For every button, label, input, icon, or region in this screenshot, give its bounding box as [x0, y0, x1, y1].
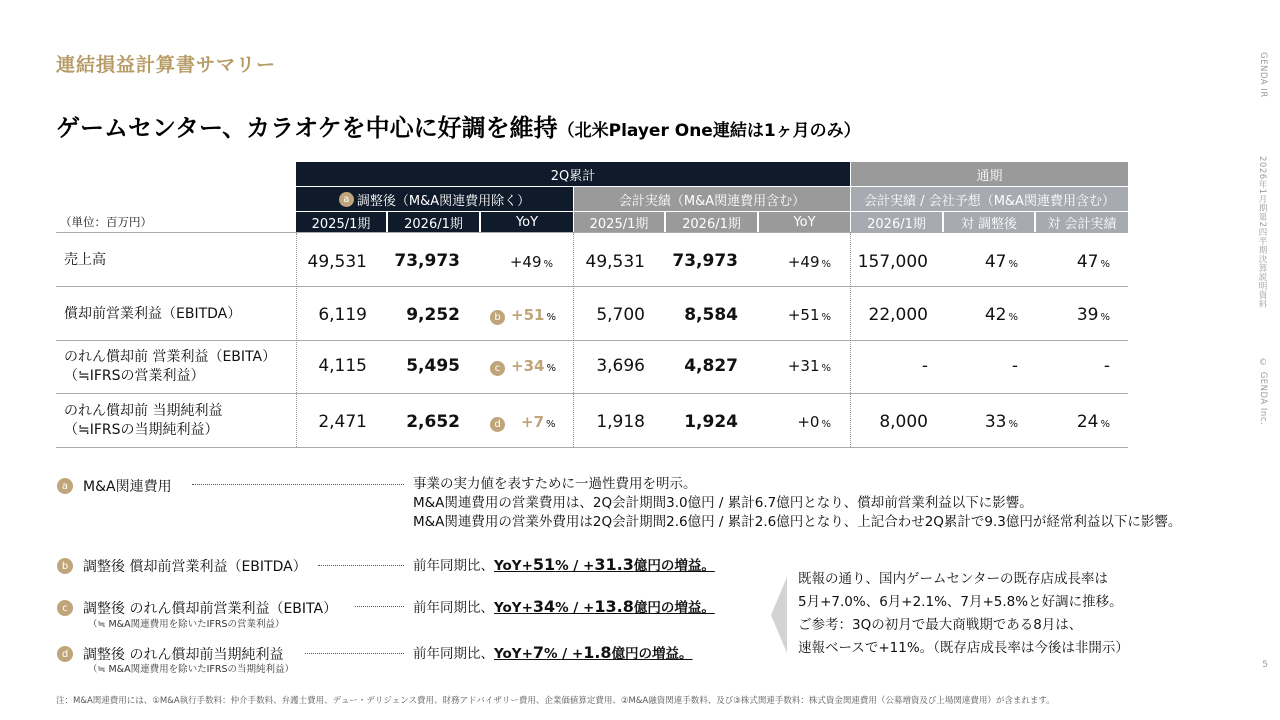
leader-line — [305, 653, 404, 654]
cell-ni-act-yoy: +0 % — [797, 413, 831, 431]
col-vs-adjusted: 対 調整後 — [944, 212, 1035, 232]
cell-ebita-adj-2026: 5,495 — [406, 356, 460, 376]
cell-ni-adj-yoy: d +7 % — [490, 412, 553, 432]
badge-c: c — [490, 361, 505, 376]
row-label-ebitda: 償却前営業利益（EBITDA） — [64, 306, 242, 322]
note-c-label: c 調整後 のれん償却前営業利益（EBITA） — [57, 598, 337, 618]
cell-revenue-adj-2026: 73,973 — [394, 251, 460, 271]
cell-ebita-vs-adj: - — [1011, 356, 1018, 376]
cell-ebitda-act-2026: 8,584 — [684, 305, 738, 325]
badge-a: a — [57, 478, 73, 494]
cell-revenue-adj-2025: 49,531 — [307, 252, 367, 272]
footnote: 注：M&A関連費用には、①M&A執行手数料：仲介手数料、弁護士費用、デュー・デリジェンス費用、財務アドバイザリー費用、企業価値算定費用、②M&A融資関連手数料、及び③株式関連手数料：株式資金関連費用（公募増資及び上場関連費用）が含まれます。 — [56, 696, 1055, 706]
left-arrow-icon — [771, 577, 787, 653]
table-row-divider — [56, 447, 1128, 448]
col-adj-yoy: YoY — [481, 212, 573, 232]
header-actual: 会計実績（M&A関連費用含む） — [574, 187, 850, 211]
headline-note: （北米Player One連結は1ヶ月のみ） — [557, 121, 861, 141]
page-number: 5 — [1262, 660, 1268, 670]
row-label-net-income: のれん償却前 当期純利益 （≒IFRSの当期純利益） — [64, 403, 223, 438]
col-act-2025: 2025/1期 — [574, 212, 665, 232]
table-row-divider — [56, 393, 1128, 394]
row-label-revenue: 売上高 — [64, 252, 106, 268]
table-row-divider — [56, 340, 1128, 341]
note-b-label: b 調整後 償却前営業利益（EBITDA） — [57, 556, 307, 576]
col-adj-2025: 2025/1期 — [296, 212, 387, 232]
note-b-description: 前年同期比、YoY+51% / +31.3億円の増益。 — [413, 555, 715, 574]
side-brand-label: GENDA IR — [1258, 52, 1268, 98]
cell-revenue-adj-yoy: +49 % — [509, 253, 553, 271]
col-act-yoy: YoY — [759, 212, 850, 232]
section-title: 連結損益計算書サマリー — [56, 54, 277, 76]
growth-commentary: 既報の通り、国内ゲームセンターの既存店成長率は 5月+7.0%、6月+2.1%、7月+5.8%と好調に推移。 ご参考：3Qの初月で最大商戦期である8月は、 速報ベースで+11%。（既存店成長率は今後は非開示） — [798, 571, 1129, 656]
unit-label: （単位：百万円） — [60, 215, 152, 229]
row-label-ebita: のれん償却前 営業利益（EBITA） （≒IFRSの営業利益） — [64, 349, 277, 384]
cell-revenue-vs-act: 47 % — [1076, 252, 1110, 272]
header-full-year-group: 通期 — [851, 162, 1128, 186]
cell-ni-act-2026: 1,924 — [684, 412, 738, 432]
cell-ni-forecast: 8,000 — [879, 412, 928, 432]
badge-c: c — [57, 600, 73, 616]
cell-ni-vs-adj: 33 % — [984, 412, 1018, 432]
headline-main: ゲームセンター、カラオケを中心に好調を維持 — [56, 114, 558, 142]
cell-ebitda-vs-adj: 42 % — [984, 305, 1018, 325]
cell-ebitda-act-2025: 5,700 — [596, 305, 645, 325]
cell-ebitda-vs-act: 39 % — [1076, 305, 1110, 325]
badge-a: a — [339, 192, 354, 207]
cell-ebitda-adj-yoy: b +51 % — [490, 305, 553, 325]
note-d-label: d 調整後 のれん償却前当期純利益 — [57, 644, 283, 664]
cell-ebita-forecast: - — [921, 356, 928, 376]
page-headline — [56, 108, 861, 143]
note-c-description: 前年同期比、YoY+34% / +13.8億円の増益。 — [413, 597, 715, 616]
side-doc-label: 2026年1月期第2四半期決算説明資料 — [1257, 156, 1267, 309]
cell-ebita-adj-2025: 4,115 — [318, 356, 367, 376]
col-fc-2026: 2026/1期 — [851, 212, 943, 232]
col-vs-actual: 対 会計実績 — [1036, 212, 1128, 232]
leader-line — [355, 606, 404, 607]
note-a-label: a M&A関連費用 — [57, 476, 172, 496]
cell-ni-vs-act: 24 % — [1076, 412, 1110, 432]
cell-revenue-vs-adj: 47 % — [984, 252, 1018, 272]
cell-revenue-act-2025: 49,531 — [585, 252, 645, 272]
badge-d: d — [57, 646, 73, 662]
cell-revenue-forecast: 157,000 — [857, 252, 928, 272]
badge-b: b — [490, 310, 505, 325]
header-adjusted-label: 調整後（M&A関連費用除く） — [356, 193, 531, 209]
side-copyright-label: © GENDA Inc. — [1258, 358, 1268, 426]
cell-ebitda-forecast: 22,000 — [868, 305, 928, 325]
cell-revenue-act-2026: 73,973 — [672, 251, 738, 271]
badge-d: d — [490, 417, 505, 432]
note-a-description: 事業の実力値を表すために一過性費用を明示。 M&A関連費用の営業費用は、2Q会計期間3.0億円 / 累計6.7億円となり、償却前営業利益以下に影響。 M&A関連費用の営業外費用は2Q会計期間2.6億円 / 累計2.6億円となり、上記合わせ2Q累計で9.3億円が経常利益以下に影響。 — [413, 476, 1182, 530]
cell-ni-adj-2025: 2,471 — [318, 412, 367, 432]
cell-ebitda-adj-2026: 9,252 — [406, 305, 460, 325]
header-forecast: 会計実績 / 会社予想（M&A関連費用含む） — [851, 187, 1128, 211]
note-d-description: 前年同期比、YoY+7% / +1.8億円の増益。 — [413, 643, 693, 662]
badge-b: b — [57, 558, 73, 574]
note-d-subnote: （≒ M&A関連費用を除いたIFRSの当期純利益） — [88, 664, 294, 675]
leader-line — [192, 484, 404, 485]
header-adjusted — [296, 187, 573, 211]
cell-ebita-act-2026: 4,827 — [684, 356, 738, 376]
cell-ni-adj-2026: 2,652 — [406, 412, 460, 432]
note-c-subnote: （≒ M&A関連費用を除いたIFRSの営業利益） — [88, 619, 285, 630]
cell-revenue-act-yoy: +49 % — [787, 253, 831, 271]
leader-line — [318, 565, 404, 566]
cell-ebitda-adj-2025: 6,119 — [318, 305, 367, 325]
table-row-divider — [56, 232, 1128, 233]
cell-ebita-act-yoy: +31 % — [787, 357, 831, 375]
cell-ebitda-act-yoy: +51 % — [787, 306, 831, 324]
column-separator — [573, 233, 574, 447]
column-separator — [296, 233, 297, 447]
column-separator — [850, 233, 851, 447]
table-row-divider — [56, 286, 1128, 287]
header-2q-group: 2Q累計 — [296, 162, 850, 186]
col-act-2026: 2026/1期 — [666, 212, 758, 232]
col-adj-2026: 2026/1期 — [388, 212, 480, 232]
cell-ni-act-2025: 1,918 — [596, 412, 645, 432]
cell-ebita-vs-act: - — [1103, 356, 1110, 376]
cell-ebita-adj-yoy: c +34 % — [490, 356, 553, 376]
cell-ebita-act-2025: 3,696 — [596, 356, 645, 376]
